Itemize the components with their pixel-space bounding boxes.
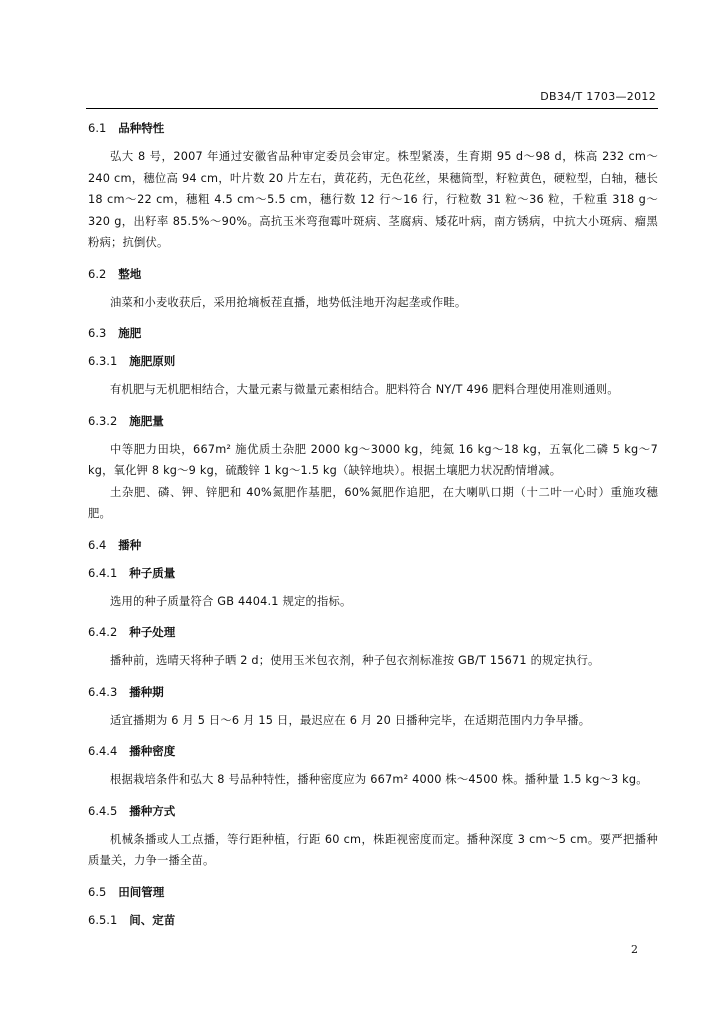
paragraph: 适宜播期为 6 月 5 日～6 月 15 日，最迟应在 6 月 20 日播种完毕，在适期范围内力争早播。 — [110, 713, 591, 727]
paragraph: 有机肥与无机肥相结合，大量元素与微量元素相结合。肥料符合 NY/T 496 肥料合理使用准则通则。 — [110, 383, 619, 396]
section-heading-6-1: 6.1 品种特性 — [88, 121, 165, 135]
paragraph: 中等肥力田块，667m² 施优质土杂肥 2000 kg～3000 kg，纯氮 16 kg～18 kg，五氧化二磷 5 kg～7 kg，氧化钾 8 kg～9 kg，硫酸锌 1 kg～1.5 kg（缺锌地块）。根据土壤肥力状况酌情增减。 — [88, 442, 658, 477]
section-heading-6-2: 6.2 整地 — [88, 266, 142, 281]
paragraph: 油菜和小麦收获后，采用抢墒板茬直播，地势低洼地开沟起垄或作畦。 — [110, 295, 467, 309]
section-heading-6-5: 6.5 田间管理 — [88, 884, 165, 899]
document-code: DB34/T 1703—2012 — [540, 90, 656, 103]
section-heading-6-4-2: 6.4.2 种子处理 — [88, 625, 176, 639]
section-heading-6-3-1: 6.3.1 施肥原则 — [88, 354, 176, 368]
section-heading-6-3-2: 6.3.2 施肥量 — [88, 413, 164, 428]
paragraph: 土杂肥、磷、钾、锌肥和 40%氮肥作基肥，60%氮肥作追肥，在大喇叭口期（十二叶一心时）重施攻穗肥。 — [88, 485, 658, 520]
paragraph: 机械条播或人工点播，等行距种植，行距 60 cm，株距视密度而定。播种深度 3 cm～5 cm。要严把播种质量关，力争一播全苗。 — [88, 832, 658, 867]
page-number: 2 — [631, 943, 638, 956]
paragraph: 根据栽培条件和弘大 8 号品种特性，播种密度应为 667m² 4000 株～4500 株。播种量 1.5 kg～3 kg。 — [110, 773, 648, 786]
section-heading-6-3: 6.3 施肥 — [88, 326, 142, 340]
paragraph: 选用的种子质量符合 GB 4404.1 规定的指标。 — [110, 594, 352, 608]
section-heading-6-4-4: 6.4.4 播种密度 — [88, 744, 176, 758]
header-rule — [86, 108, 658, 109]
section-heading-6-5-1: 6.5.1 间、定苗 — [88, 912, 176, 927]
section-heading-6-4-3: 6.4.3 播种期 — [88, 684, 164, 699]
section-heading-6-4-5: 6.4.5 播种方式 — [88, 803, 176, 818]
section-heading-6-4-1: 6.4.1 种子质量 — [88, 565, 176, 580]
paragraph: 播种前，选晴天将种子晒 2 d；使用玉米包衣剂，种子包衣剂标准按 GB/T 15671 的规定执行。 — [110, 654, 600, 667]
section-heading-6-4: 6.4 播种 — [88, 537, 142, 552]
paragraph: 弘大 8 号，2007 年通过安徽省品种审定委员会审定。株型紧凑，生育期 95 d～98 d，株高 232 cm～240 cm，穗位高 94 cm，叶片数 20 片左右，黄花药，无色花丝，果穗筒型，籽粒黄色，硬粒型，白轴，穗长 18 cm～22 cm，穗粗 4.5 cm～5.5 cm，穗行数 12 行～16 行，行粒数 31 粒～36 粒，千粒重 318 g～320 g，出籽率 85.5%～90%。高抗玉米弯孢霉叶斑病、茎腐病、矮花叶病，南方锈病，中抗大小斑病、瘤黑粉病；抗倒伏。 — [88, 150, 658, 249]
document-body — [88, 120, 658, 928]
